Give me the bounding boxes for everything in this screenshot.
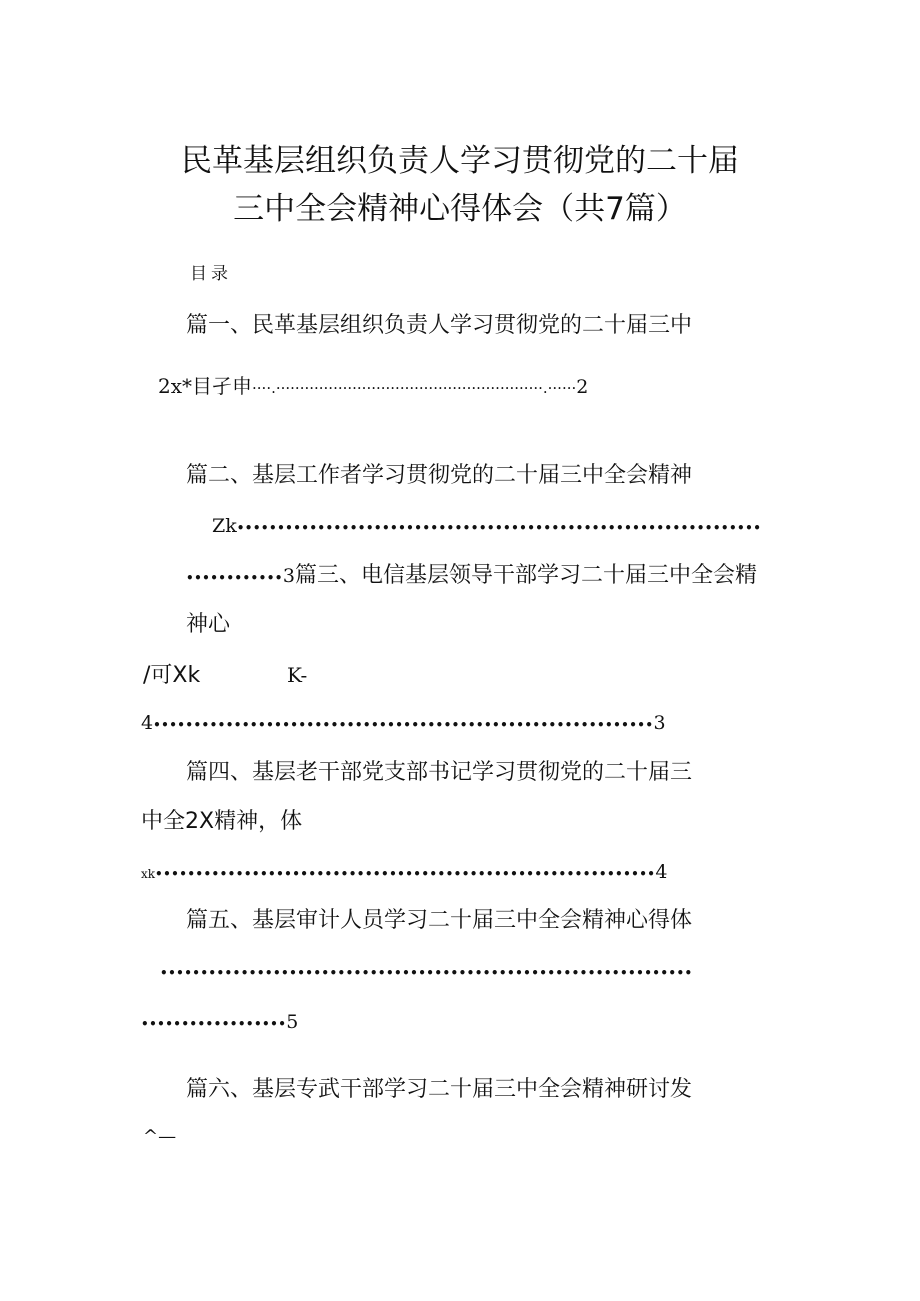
toc-entry-3-leader-line[interactable] bbox=[141, 714, 666, 733]
toc-label: 目录 bbox=[190, 264, 232, 284]
toc-entry-3-garbled-a: /可Xk bbox=[143, 663, 201, 688]
toc-entry-6-garbled-text: ^— bbox=[143, 1126, 177, 1147]
toc-entry-2-leader-cont: •••••••••••• bbox=[186, 571, 283, 585]
toc-entry-3-page: 3 bbox=[653, 712, 666, 734]
toc-entry-2-title[interactable]: 篇二、基层工作者学习贯彻党的二十届三中全会精神 bbox=[186, 463, 693, 488]
toc-entry-1-leader: ····.························································.······ bbox=[252, 379, 577, 397]
document-title-line-2: 三中全会精神心得体会（共7篇） bbox=[233, 191, 687, 227]
toc-entry-5-page: 5 bbox=[286, 1011, 299, 1033]
toc-entry-1-garbled-text: 2x*目孑申 bbox=[158, 374, 253, 398]
toc-entry-2-leader-line[interactable] bbox=[212, 517, 761, 536]
toc-entry-3-start: 4 bbox=[141, 712, 154, 734]
toc-entry-5-leader-line[interactable] bbox=[160, 964, 693, 980]
toc-entry-3-title-cont[interactable]: 神心 bbox=[186, 612, 231, 637]
toc-entry-2-leader: ••••••••••••••••••••••••••••••••••••••••••••••••••••••••••••••••• bbox=[236, 521, 762, 535]
toc-entry-2-garbled-text: Zk bbox=[212, 515, 237, 537]
toc-entry-5-leader-cont: •••••••••••••••••• bbox=[141, 1017, 287, 1031]
toc-entry-4-leader-line[interactable] bbox=[141, 863, 667, 882]
toc-entry-6-title[interactable]: 篇六、基层专武干部学习二十届三中全会精神研讨发 bbox=[186, 1077, 693, 1102]
toc-entry-2-3-line[interactable] bbox=[186, 565, 757, 587]
toc-entry-1-page: 2 bbox=[576, 376, 589, 398]
document-title-line-1: 民革基层组织负责人学习贯彻党的二十届 bbox=[181, 143, 739, 179]
toc-entry-5-leader-line-2[interactable] bbox=[141, 1013, 298, 1032]
toc-entry-3-garbled-line bbox=[143, 665, 200, 687]
toc-entry-5-leader: •••••••••••••••••••••••••••••••••••••••••••••••••••••••••••••••••• bbox=[160, 966, 693, 980]
toc-entry-3-leader: •••••••••••••••••••••••••••••••••••••••••••••••••••••••••••••• bbox=[153, 718, 654, 732]
toc-entry-4-page: 4 bbox=[655, 861, 668, 883]
toc-entry-4-title[interactable]: 篇四、基层老干部党支部书记学习贯彻党的二十届三 bbox=[186, 760, 693, 785]
toc-entry-2-page: 3 bbox=[282, 565, 295, 587]
toc-entry-4-leader: •••••••••••••••••••••••••••••••••••••••••••••••••••••••••••••• bbox=[155, 867, 656, 881]
toc-entry-4-title-cont[interactable]: 中全2X精神，体 bbox=[141, 809, 303, 834]
toc-entry-3-garbled-b: K- bbox=[287, 663, 308, 687]
toc-entry-3-title: 篇三、电信基层领导干部学习二十届三中全会精 bbox=[294, 563, 757, 588]
toc-entry-1-leader-line[interactable] bbox=[158, 376, 588, 397]
toc-entry-4-garbled-text: xk bbox=[141, 867, 156, 881]
toc-entry-5-title[interactable]: 篇五、基层审计人员学习二十届三中全会精神心得体 bbox=[186, 908, 693, 933]
toc-entry-1-title[interactable]: 篇一、民革基层组织负责人学习贯彻党的二十届三中 bbox=[186, 313, 693, 338]
